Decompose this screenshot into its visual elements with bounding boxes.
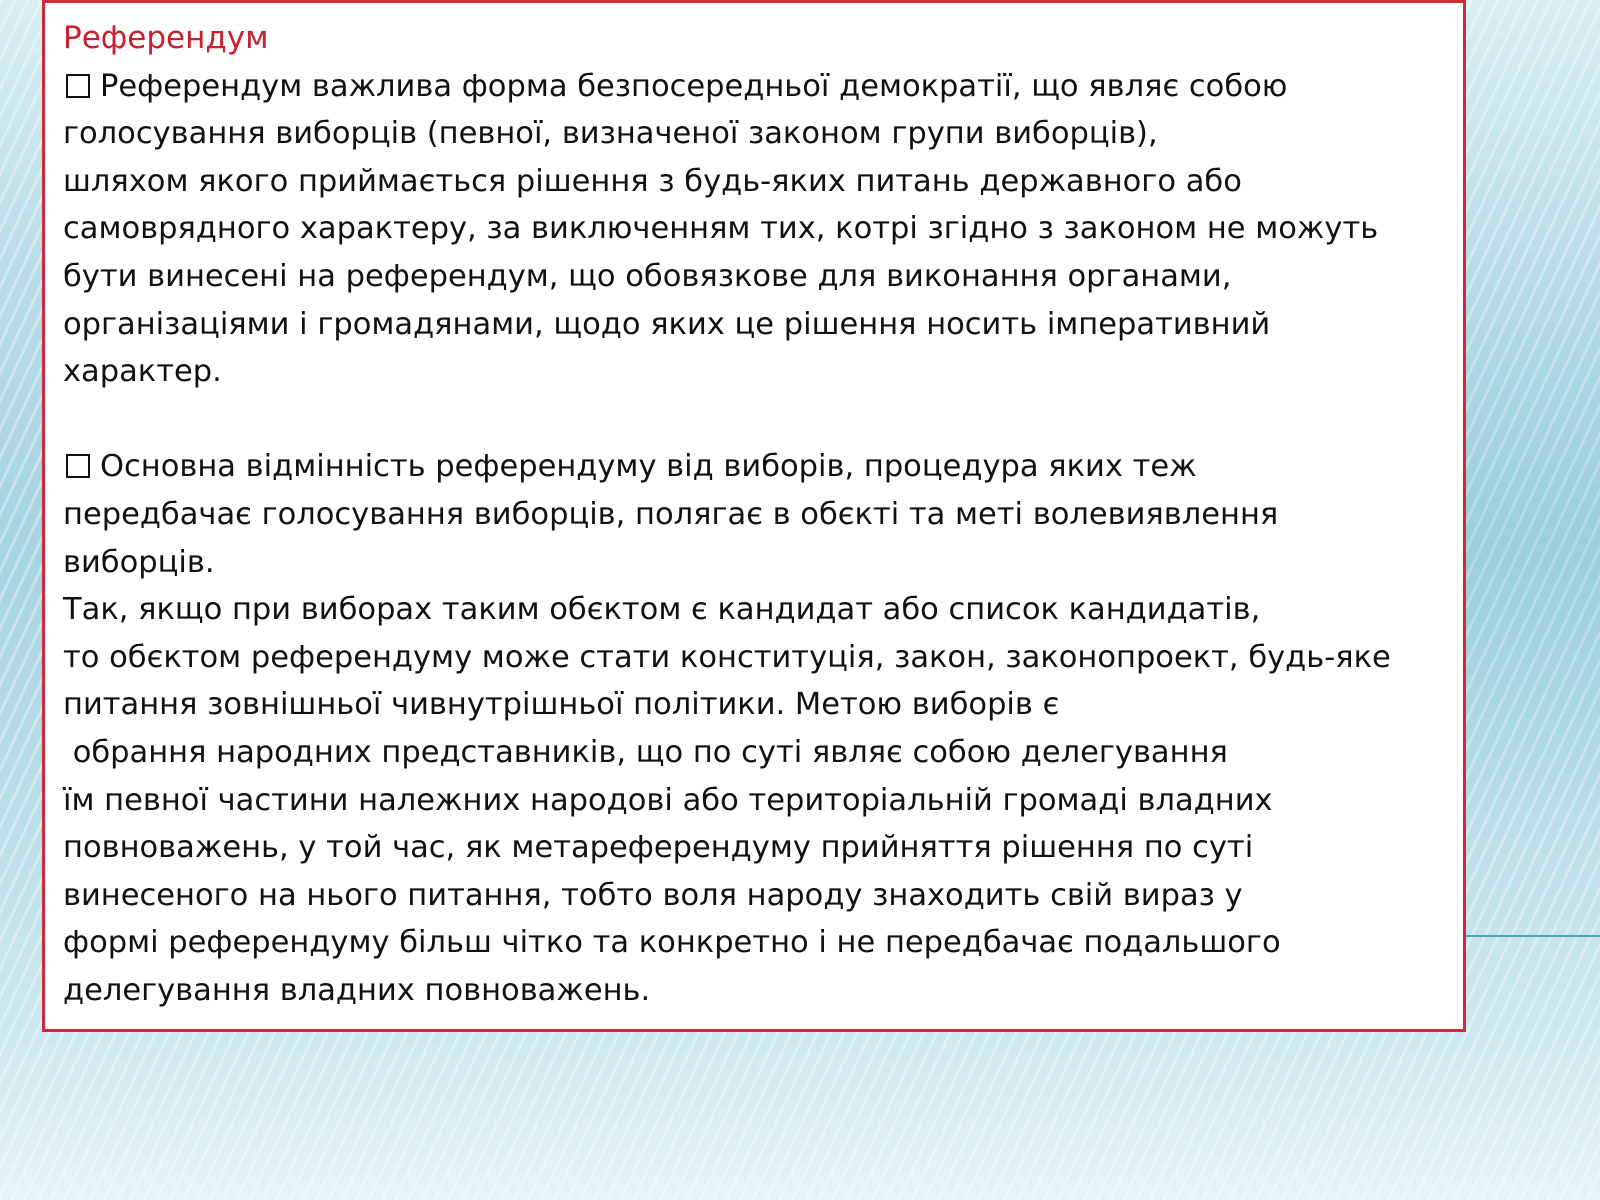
paragraph-line: голосування виборців (певної, визначеної законом групи виборців), <box>63 116 1158 152</box>
paragraph-line: виборців. <box>63 544 215 580</box>
paragraph-line: самоврядного характеру, за виключенням тих, котрі згідно з законом не можуть <box>63 211 1379 247</box>
paragraph-line: передбачає голосування виборців, полягає в обєкті та меті волевиявлення <box>63 496 1279 532</box>
paragraph-line: бути винесені на референдум, що обовязкове для виконання органами, <box>63 258 1232 294</box>
paragraph-line: Основна відмінність референдуму від виборів, процедура яких теж <box>63 443 1445 491</box>
paragraph-line: шляхом якого приймається рішення з будь-яких питань державного або <box>63 163 1242 199</box>
paragraph-line: повноважень, у той час, як метареферендуму прийняття рішення по суті <box>63 830 1254 866</box>
background-band <box>1450 250 1600 850</box>
paragraph-gap <box>63 396 1445 444</box>
checkbox-bullet-icon <box>66 74 90 98</box>
checkbox-bullet-icon <box>66 454 90 478</box>
paragraph-referendum-vs-elections <box>63 443 1445 1014</box>
slide-title: Референдум <box>63 20 269 56</box>
paragraph-line: їм певної частини належних народові або територіальній громаді владних <box>63 782 1273 818</box>
accent-line <box>1466 935 1600 937</box>
paragraph-referendum-definition <box>63 63 1445 396</box>
slide-text-box <box>42 0 1466 1032</box>
paragraph-line: обрання народних представників, що по суті являє собою делегування <box>63 734 1228 770</box>
paragraph-line: формі референдуму більш чітко та конкретно і не передбачає подальшого <box>63 925 1281 961</box>
paragraph-line: організаціями і громадянами, щодо яких це рішення носить імперативний <box>63 306 1271 342</box>
paragraph-line: делегування владних повноважень. <box>63 972 651 1008</box>
paragraph-line: винесеного на нього питання, тобто воля народу знаходить свій вираз у <box>63 877 1243 913</box>
paragraph-line: характер. <box>63 354 222 390</box>
paragraph-line: питання зовнішньої чивнутрішньої політики. Метою виборів є <box>63 687 1060 723</box>
paragraph-line: Референдум важлива форма безпосередньої демократії, що являє собою <box>63 63 1445 111</box>
paragraph-line: Так, якщо при виборах таким обєктом є кандидат або список кандидатів, <box>63 592 1261 628</box>
paragraph-line: то обєктом референдуму може стати конституція, закон, законопроект, будь-яке <box>63 639 1391 675</box>
